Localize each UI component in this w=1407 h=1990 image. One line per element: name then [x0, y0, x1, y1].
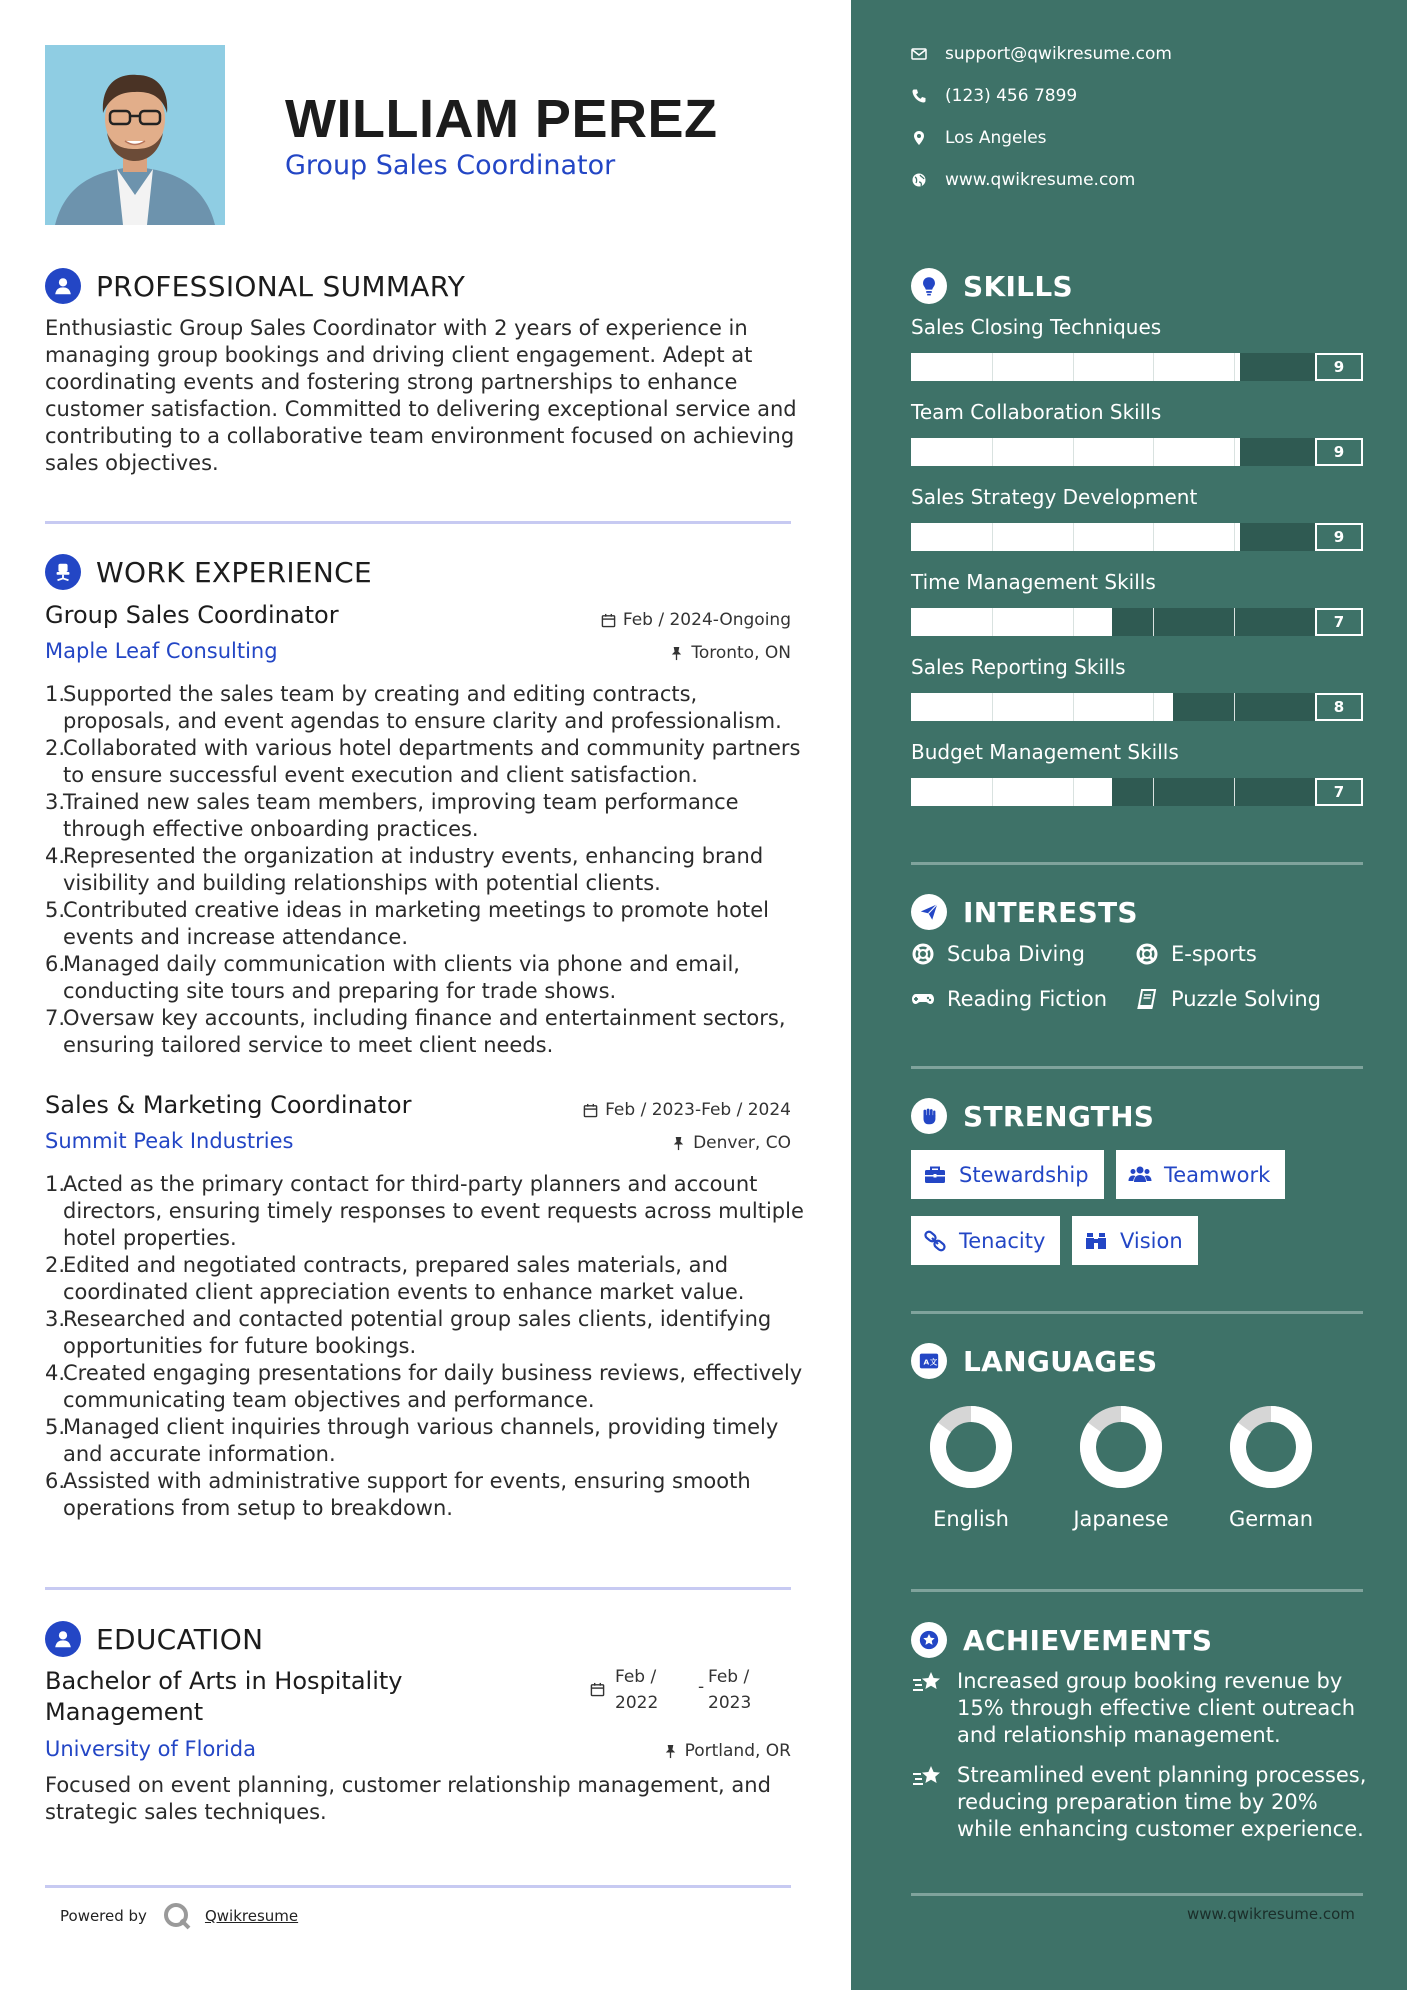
interest-item — [911, 942, 1085, 966]
strength-tag — [1116, 1150, 1285, 1199]
list-item: 2. Edited and negotiated contracts, prepared sales materials, and coordinated client appreciation events to enhance market value. — [45, 1253, 745, 1304]
skill-label: Sales Closing Techniques — [911, 315, 1162, 339]
skill-segment-divider — [992, 438, 993, 466]
skill-label: Team Collaboration Skills — [911, 400, 1162, 424]
binoculars-icon — [1084, 1229, 1108, 1253]
list-item: 3. Trained new sales team members, improving team performance through effective onboarding practices. — [45, 790, 739, 841]
interests-heading — [911, 894, 1138, 930]
contact-email — [911, 44, 1172, 64]
skill-bar — [911, 353, 1315, 381]
education-location-text: Portland, OR — [684, 1741, 791, 1761]
list-item: 5. Contributed creative ideas in marketing meetings to promote hotel events and increase attendance. — [45, 898, 769, 949]
skill-segment-divider — [1153, 778, 1154, 806]
interest-label: E-sports — [1171, 942, 1257, 966]
job-responsibilities — [45, 1171, 805, 1522]
profile-photo — [45, 45, 225, 225]
calendar-icon — [601, 613, 616, 628]
skill-segment-divider — [1153, 438, 1154, 466]
briefcase-icon — [923, 1163, 947, 1187]
candidate-title: Group Sales Coordinator — [285, 150, 616, 181]
divider — [911, 1311, 1363, 1314]
skill-level: 9 — [1315, 523, 1363, 551]
lifebuoy-icon — [911, 942, 935, 966]
shooting-star-icon — [911, 1762, 945, 1792]
qwikresume-logo-icon — [161, 1900, 193, 1932]
skill-level: 9 — [1315, 438, 1363, 466]
skill-label: Sales Strategy Development — [911, 485, 1198, 509]
skill-label: Budget Management Skills — [911, 740, 1179, 764]
job-dates-text: Feb / 2024-Ongoing — [622, 610, 791, 630]
user-icon — [45, 1621, 81, 1657]
skill-fill — [911, 693, 1173, 721]
languages-title: LANGUAGES — [963, 1344, 1158, 1378]
skill-segment-divider — [992, 778, 993, 806]
skill-label: Time Management Skills — [911, 570, 1156, 594]
users-icon — [1128, 1163, 1152, 1187]
list-item: 1. Acted as the primary contact for third-party planners and account directors, ensuring timely responses to event requests across multiple hotel properties. — [45, 1172, 804, 1250]
interest-label: Scuba Diving — [947, 942, 1085, 966]
email-link[interactable]: support@qwikresume.com — [945, 44, 1172, 64]
skill-segment-divider — [1073, 438, 1074, 466]
strength-label: Teamwork — [1164, 1162, 1271, 1187]
location-text: Los Angeles — [945, 128, 1047, 148]
skill-segment-divider — [1234, 438, 1235, 466]
skill-fill — [911, 778, 1112, 806]
lifebuoy-icon — [1135, 942, 1159, 966]
languages-heading — [911, 1343, 1157, 1379]
list-item: 7. Oversaw key accounts, including finance and entertainment sectors, ensuring tailored service to meet client needs. — [45, 1006, 786, 1057]
skill-segment-divider — [1153, 693, 1154, 721]
skill-segment-divider — [1073, 778, 1074, 806]
strengths-heading — [911, 1098, 1154, 1134]
education-heading — [45, 1621, 263, 1657]
achievement-item — [911, 1668, 1377, 1749]
skill-level: 9 — [1315, 353, 1363, 381]
education-dates — [590, 1664, 768, 1716]
education-location — [663, 1741, 791, 1761]
candidate-name: WILLIAM PEREZ — [285, 89, 718, 149]
link-icon — [923, 1229, 947, 1253]
skill-segment-divider — [992, 523, 993, 551]
skill-segment-divider — [1234, 608, 1235, 636]
pin-icon — [671, 1136, 686, 1151]
job-dates — [601, 610, 791, 630]
skill-fill — [911, 608, 1112, 636]
language-donut — [1229, 1405, 1313, 1489]
list-item: 3. Researched and contacted potential group sales clients, identifying opportunities for future bookings. — [45, 1307, 772, 1358]
lightbulb-icon — [911, 268, 947, 304]
job-responsibilities — [45, 681, 805, 1059]
phone-text: (123) 456 7899 — [945, 86, 1078, 106]
pin-icon — [669, 646, 684, 661]
interest-item — [1135, 987, 1321, 1011]
gamepad-icon — [911, 987, 935, 1011]
divider — [911, 1589, 1363, 1592]
website-link[interactable]: www.qwikresume.com — [945, 170, 1136, 190]
language-label: Japanese — [1073, 1507, 1169, 1531]
phone-icon — [911, 88, 927, 104]
list-item: 5. Managed client inquiries through various channels, providing timely and accurate information. — [45, 1415, 779, 1466]
skill-fill — [911, 523, 1240, 551]
list-item: 1. Supported the sales team by creating and editing contracts, proposals, and event agendas to ensure clarity and professionalism. — [45, 682, 782, 733]
footer-website[interactable]: www.qwikresume.com — [1187, 1905, 1355, 1923]
interest-item — [911, 987, 1107, 1011]
list-item: 6. Managed daily communication with clients via phone and email, conducting site tours and preparing for trade shows. — [45, 952, 740, 1003]
paper-plane-icon — [911, 894, 947, 930]
education-date-separator: - — [698, 1677, 705, 1697]
strength-label: Tenacity — [959, 1228, 1046, 1253]
work-heading — [45, 554, 372, 590]
chair-icon — [45, 554, 81, 590]
skill-segment-divider — [1073, 353, 1074, 381]
language-icon — [911, 1343, 947, 1379]
skill-fill — [911, 353, 1240, 381]
pin-icon — [663, 1744, 678, 1759]
strength-tag — [911, 1216, 1060, 1265]
achievements-heading — [911, 1622, 1212, 1658]
skill-segment-divider — [1234, 693, 1235, 721]
skill-level: 8 — [1315, 693, 1363, 721]
education-description: Focused on event planning, customer relationship management, and strategic sales techniques. — [45, 1773, 771, 1824]
job-dates-text: Feb / 2023-Feb / 2024 — [605, 1100, 791, 1120]
qwikresume-link[interactable]: Qwikresume — [204, 1907, 299, 1925]
job-title: Group Sales Coordinator — [45, 601, 339, 629]
education-end: Feb / 2023 — [708, 1667, 752, 1713]
education-start: Feb / 2022 — [615, 1667, 659, 1713]
skill-segment-divider — [1073, 693, 1074, 721]
skill-bar — [911, 608, 1315, 636]
list-item: 6. Assisted with administrative support for events, ensuring smooth operations from setup to breakdown. — [45, 1469, 751, 1520]
achievement-text: Increased group booking revenue by 15% through effective client outreach and relationship management. — [957, 1669, 1356, 1747]
skill-bar — [911, 778, 1315, 806]
book-icon — [1135, 987, 1159, 1011]
skill-segment-divider — [1234, 353, 1235, 381]
skill-level: 7 — [1315, 608, 1363, 636]
language-item — [1061, 1405, 1181, 1531]
skill-bar — [911, 523, 1315, 551]
strength-label: Stewardship — [959, 1162, 1089, 1187]
interests-title: INTERESTS — [963, 895, 1138, 929]
skill-segment-divider — [1153, 353, 1154, 381]
calendar-icon — [583, 1103, 598, 1118]
user-icon — [45, 268, 81, 304]
strength-tag — [1072, 1216, 1198, 1265]
summary-title: PROFESSIONAL SUMMARY — [96, 269, 466, 303]
map-marker-icon — [911, 130, 927, 146]
contact-phone — [911, 86, 1077, 106]
skill-segment-divider — [1073, 523, 1074, 551]
strength-tag — [911, 1150, 1104, 1199]
achievement-item — [911, 1762, 1377, 1843]
divider — [45, 1587, 791, 1590]
interest-label: Reading Fiction — [947, 987, 1108, 1011]
list-item: 4. Created engaging presentations for daily business reviews, effectively communicating team objectives and performance. — [45, 1361, 803, 1412]
contact-location — [911, 128, 1047, 148]
list-item: 4. Represented the organization at industry events, enhancing brand visibility and building relationships with potential clients. — [45, 844, 764, 895]
language-item — [911, 1405, 1031, 1531]
list-item: 2. Collaborated with various hotel departments and community partners to ensure successful event execution and client satisfaction. — [45, 736, 801, 787]
language-donut — [929, 1405, 1013, 1489]
interest-item — [1135, 942, 1257, 966]
language-donut — [1079, 1405, 1163, 1489]
skill-segment-divider — [992, 353, 993, 381]
divider — [911, 862, 1363, 865]
shooting-star-icon — [911, 1668, 945, 1698]
summary-text: Enthusiastic Group Sales Coordinator with 2 years of experience in managing group bookings and driving client engagement. Adept at coordinating events and fostering strong partnerships to enhance customer satisfaction. Committed to delivering exceptional service and contributing to a collaborative team environment focused on achieving sales objectives. — [45, 316, 797, 475]
skill-segment-divider — [1153, 523, 1154, 551]
work-title: WORK EXPERIENCE — [96, 555, 372, 589]
strengths-title: STRENGTHS — [963, 1099, 1155, 1133]
skill-bar — [911, 693, 1315, 721]
achievement-text: Streamlined event planning processes, reducing preparation time by 20% while enhancing customer experience. — [957, 1763, 1367, 1841]
education-title: EDUCATION — [96, 1622, 264, 1656]
fist-icon — [911, 1098, 947, 1134]
language-item — [1211, 1405, 1331, 1531]
divider — [911, 1893, 1363, 1896]
calendar-icon — [590, 1682, 605, 1697]
skill-segment-divider — [1234, 778, 1235, 806]
job-title: Sales & Marketing Coordinator — [45, 1091, 412, 1119]
globe-icon — [911, 172, 927, 188]
skill-segment-divider — [1234, 523, 1235, 551]
job-dates — [583, 1100, 791, 1120]
degree-title: Bachelor of Arts in Hospitality Management — [45, 1667, 403, 1726]
language-label: German — [1228, 1507, 1314, 1531]
divider — [45, 521, 791, 524]
skill-label: Sales Reporting Skills — [911, 655, 1126, 679]
skill-level: 7 — [1315, 778, 1363, 806]
skill-fill — [911, 438, 1240, 466]
powered-by-label: Powered by — [60, 1907, 147, 1925]
company-name: Maple Leaf Consulting — [45, 639, 278, 663]
language-label: English — [933, 1507, 1009, 1531]
summary-heading — [45, 268, 465, 304]
svg-text:A: A — [923, 1357, 930, 1367]
contact-website — [911, 170, 1135, 190]
skill-bar — [911, 438, 1315, 466]
job-location — [671, 1133, 791, 1153]
interest-label: Puzzle Solving — [1171, 987, 1321, 1011]
divider — [911, 1066, 1363, 1069]
school-name: University of Florida — [45, 1737, 256, 1761]
skill-segment-divider — [1073, 608, 1074, 636]
skills-heading — [911, 268, 1073, 304]
divider — [45, 1885, 791, 1888]
skill-segment-divider — [992, 608, 993, 636]
skill-segment-divider — [992, 693, 993, 721]
company-name: Summit Peak Industries — [45, 1129, 294, 1153]
powered-by-footer — [60, 1900, 298, 1932]
job-location-text: Denver, CO — [693, 1133, 791, 1153]
achievements-title: ACHIEVEMENTS — [963, 1623, 1213, 1657]
svg-text:文: 文 — [929, 1357, 938, 1367]
skills-title: SKILLS — [963, 269, 1073, 303]
strength-label: Vision — [1120, 1228, 1183, 1253]
sidebar — [851, 0, 1407, 1990]
job-location — [669, 643, 791, 663]
skill-segment-divider — [1153, 608, 1154, 636]
job-location-text: Toronto, ON — [691, 643, 791, 663]
star-badge-icon — [911, 1622, 947, 1658]
envelope-icon — [911, 46, 927, 62]
